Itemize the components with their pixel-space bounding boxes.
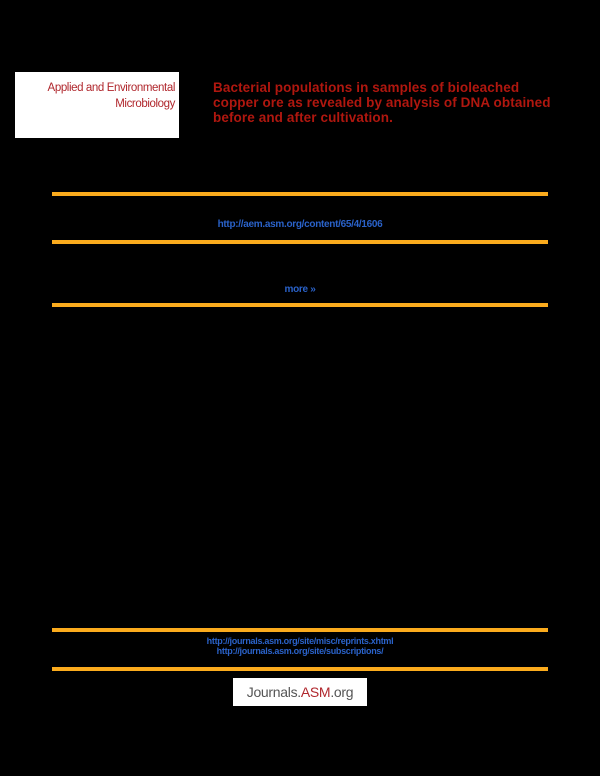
journals-logo-prefix: Journals. (246, 684, 301, 700)
journal-logo-line1: Applied and Environmental (47, 82, 175, 94)
article-title: Bacterial populations in samples of bioleached copper ore as revealed by analysis of DNA obtained before and after cultivation. (213, 80, 551, 125)
more-link[interactable]: more » (284, 284, 316, 295)
divider-rule (52, 667, 548, 671)
article-url-link[interactable]: http://aem.asm.org/content/65/4/1606 (217, 219, 383, 230)
reprints-link[interactable]: http://journals.asm.org/site/misc/reprints.xhtml (206, 636, 394, 646)
divider-rule (52, 240, 548, 244)
divider-rule (52, 628, 548, 632)
footer-links (0, 636, 600, 656)
journals-logo-suffix: .org (330, 684, 354, 700)
divider-rule (52, 192, 548, 196)
journals-asm-logo[interactable] (233, 678, 367, 706)
subscriptions-link[interactable]: http://journals.asm.org/site/subscriptions/ (216, 646, 384, 656)
divider-rule (52, 303, 548, 307)
journal-logo (15, 72, 179, 138)
journal-logo-line2: Microbiology (115, 98, 175, 110)
journals-logo-asm: ASM (300, 684, 331, 700)
